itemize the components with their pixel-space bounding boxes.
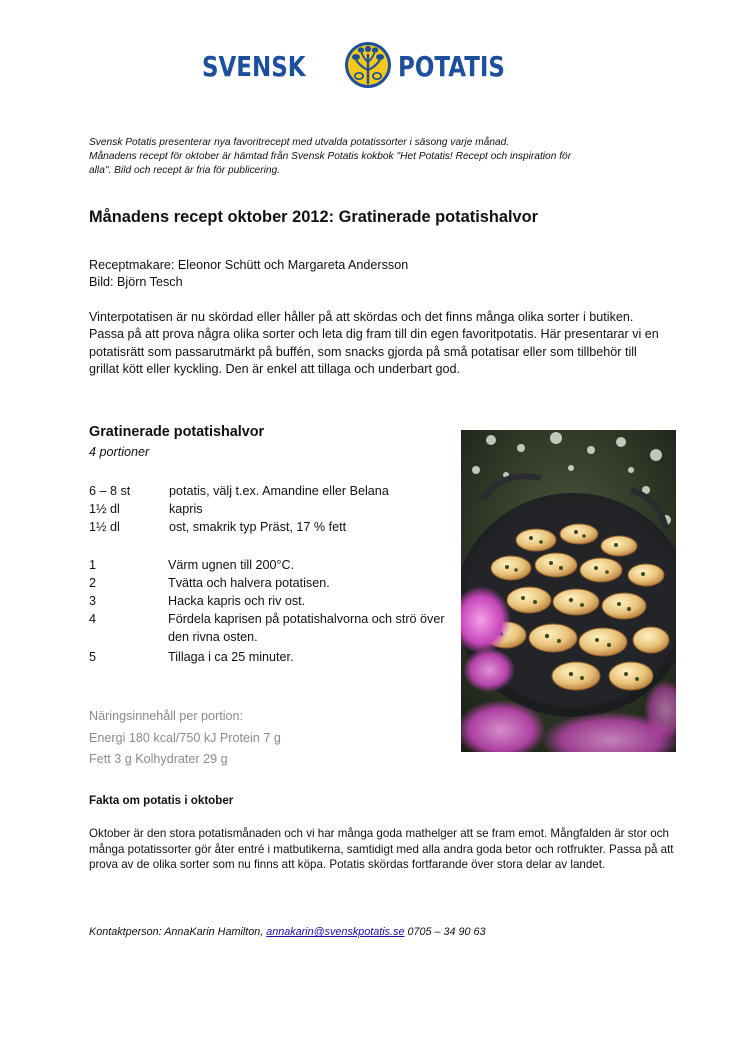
step-text: Tillaga i ca 25 minuter. [168,650,294,664]
logo-word-potatis: POTATIS [398,50,505,83]
recipe-title: Gratinerade potatishalvor [89,424,265,440]
lead-paragraph: Vinterpotatisen är nu skördad eller håller på att skördas och det finns många olika sorter i butiken. Passa på att prova några olika sorter och leta dig fram till din egen favoritpotatis. Här presentarar vi en potatisrätt som passarutmärkt på buffén, som snacks gjorda på små potatisar eller som tillbehör till grillat kött eller kyckling. Den är enkel att tillaga och underbart god. [89,310,659,377]
facts-heading: Fakta om potatis i oktober [89,794,234,807]
step-text: Hacka kapris och riv ost. [168,594,306,608]
recipe-portions: 4 portioner [89,445,150,459]
logo [0,40,746,92]
contact-person: Kontaktperson: AnnaKarin Hamilton, [89,926,267,938]
credits [89,257,408,291]
intro-line: Svensk Potatis presenterar nya favoritrecept med utvalda potatissorter i säsong varje månad. [89,137,510,148]
ingredient-text: kapris [169,502,203,516]
page-title: Månadens recept oktober 2012: Gratinerade potatishalvor [89,208,539,226]
nutrition-line: Energi 180 kcal/750 kJ Protein 7 g [89,730,281,745]
recipe-photo [461,430,676,752]
intro-text [89,136,659,178]
nutrition-line: Fett 3 g Kolhydrater 29 g [89,752,228,766]
contact-line [89,926,486,938]
step-text: Fördela kaprisen på potatishalvorna och strö över den rivna osten. [168,612,445,644]
step-text: Värm ugnen till 200°C. [168,558,295,572]
step-text: Tvätta och halvera potatisen. [168,576,330,590]
step-number: 5 [89,650,97,664]
ingredient-amount: 6 – 8 st [89,484,131,498]
potato-plant-logo-icon [343,40,393,90]
logo-word-svensk: SVENSK [202,50,306,83]
potato-dish-image [461,430,676,752]
ingredient-text: ost, smakrik typ Präst, 17 % fett [169,520,347,534]
nutrition-heading: Näringsinnehåll per portion: [89,709,244,723]
ingredient-amount: 1½ dl [89,502,120,516]
step-number: 2 [89,576,97,590]
ingredient-amount: 1½ dl [89,520,120,534]
step-number: 3 [89,594,97,608]
photo-credit: Bild: Björn Tesch [89,275,183,289]
facts-paragraph: Oktober är den stora potatismånaden och vi har många goda mathelger att se fram emot. Mångfalden är stor och många potatissorter gör åter entré i matbutikerna, samtidigt med alla andra goda betor och rotfrukter. Passa på att prova av de olika sorter som nu finns att köpa. Potatis skördas fortfarande över stora delar av landet. [89,827,674,871]
step-number: 1 [89,558,97,572]
ingredient-text: potatis, välj t.ex. Amandine eller Belana [169,484,389,498]
contact-email-link[interactable]: annakarin@svenskpotatis.se [266,926,405,938]
contact-phone: 0705 – 34 90 63 [404,926,486,938]
intro-line: Månadens recept för oktober är hämtad från Svensk Potatis kokbok "Het Potatis! Recept och inspiration för [89,151,572,162]
intro-line: alla". Bild och recept är fria för publicering. [89,165,281,176]
recipe-author: Receptmakare: Eleonor Schütt och Margareta Andersson [89,258,409,272]
nutrition-info [89,706,281,771]
step-number: 4 [89,612,97,626]
